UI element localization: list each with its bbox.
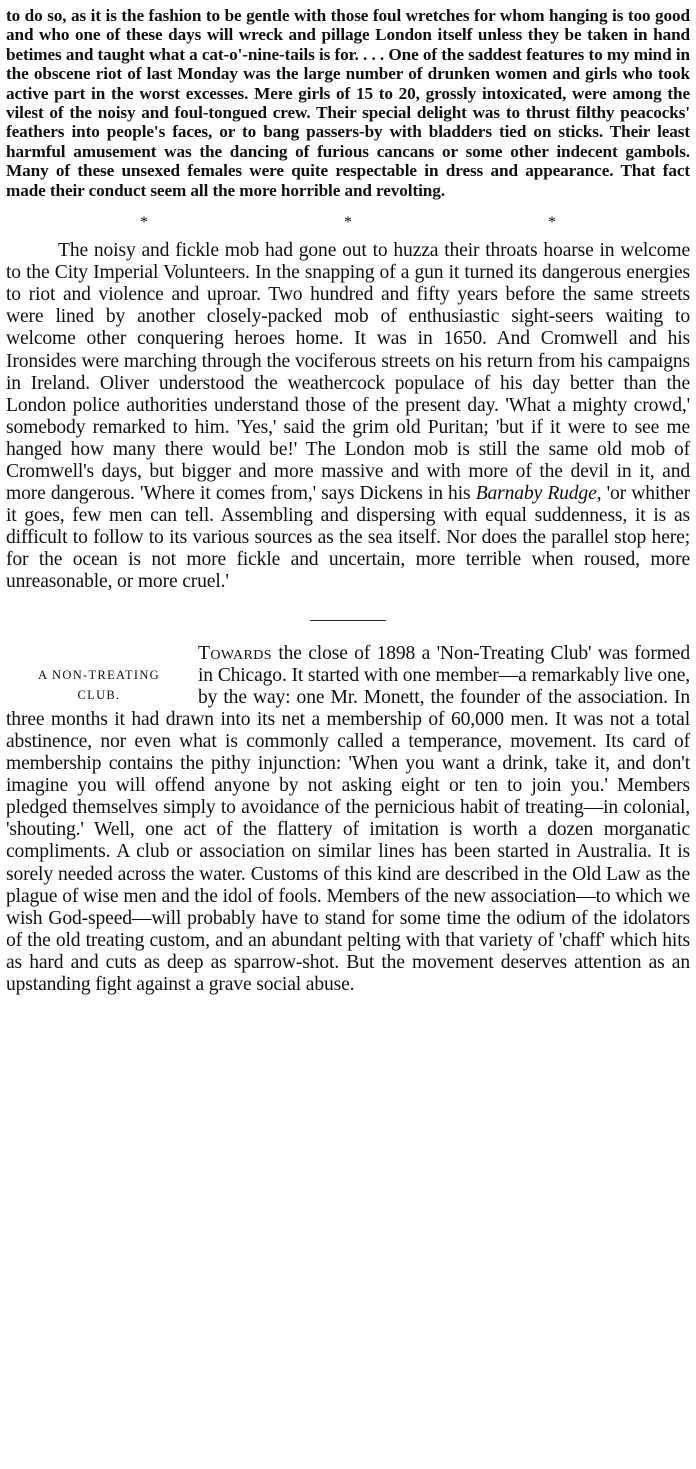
mob-paragraph — [6, 240, 690, 594]
page-column — [6, 6, 690, 996]
mob-paragraph-text-2: , 'or whither it goes, few men can tell. Assembling and dispersing with equal suddenness, it is as difficult to follow to its various sources as the sea itself. Nor does the parallel stop here; for the ocean is not more fickle and uncertain, more terrible when roused, more unreasonable, or more cruel.' — [6, 483, 691, 593]
lead-word: Towards — [198, 642, 272, 664]
non-treating-club-section — [6, 643, 690, 997]
margin-heading-line-1: A NON-TREATING — [37, 667, 160, 682]
book-title-barnaby-rudge: Barnaby Rudge — [475, 483, 597, 505]
margin-heading-line-2: CLUB. — [77, 687, 121, 702]
section-separator-stars: * * * — [140, 214, 652, 232]
club-paragraph-text: the close of 1898 a 'Non-Treating Club' was formed in Chicago. It started with one member—a remarkably live one, by the way: one Mr. Monett, the founder of the association. In three months it had drawn into its net a membership of 60,000 men. It was not a total abstinence, nor even what is commonly called a temperance, movement. Its card of membership contains the pithy injunction: 'When you want a drink, take it, and don't imagine you will offend anyone by not asking eight or ten to join you.' Members pledged themselves simply to avoidance of the pernicious habit of treating—in colonial, 'shouting.' Well, one act of the flattery of imitation is worth a dozen morganatic compliments. A club or association on similar lines has been started in Australia. It is sorely needed across the water. Customs of this kind are described in the Old Law as the plague of wise men and the idol of fools. Members of the new association—to which we wish God-speed—will probably have to stand for some time the odium of the idolators of the old treating custom, and an abundant pelting with that variety of 'chaff' which hits as hard and cuts as deep as sparrow-shot. But the movement deserves attention as an upstanding fight against a grave social abuse. — [6, 642, 690, 995]
section-divider-rule — [310, 620, 386, 621]
margin-heading — [6, 665, 192, 705]
quoted-newspaper-paragraph: to do so, as it is the fashion to be gentle with those foul wretches for whom hanging is too good and who one of these days will wreck and pillage London itself unless they be taken in hand betimes and taught what a cat-o'-nine-tails is for. . . . One of the saddest features to my mind in the obscene riot of last Monday was the large number of drunken women and girls who took active part in the worst excesses. Mere girls of 15 to 20, grossly intoxicated, were among the vilest of the noisy and foul-tongued crew. Their special delight was to thrust filthy peacocks' feathers into people's faces, or to bang passers-by with bladders tied on sticks. Their least harmful amusement was the dancing of furious cancans or some other indecent gambols. Many of these unsexed females were quite respectable in dress and appearance. That fact made their conduct seem all the more horrible and revolting. — [6, 6, 690, 200]
mob-paragraph-text-1: The noisy and fickle mob had gone out to huzza their throats hoarse in welcome to the City Imperial Volunteers. In the snapping of a gun it turned its dangerous energies to riot and violence and uproar. Two hundred and fifty years before the same streets were lined by another closely-packed mob of enthusiastic sight-seers waiting to welcome other conquering heroes home. It was in 1650. And Cromwell and his Ironsides were marching through the vociferous streets on his return from his campaigns in Ireland. Oliver understood the weathercock populace of his day better than the London police authorities understand those of the present day. 'What a mighty crowd,' somebody remarked to him. 'Yes,' said the grim old Puritan; 'but if it were to see me hanged how many there would be!' The London mob is still the same old mob of Cromwell's days, but bigger and more massive and with more of the devil in it, and more dangerous. 'Where it comes from,' says Dickens in his — [6, 240, 690, 505]
